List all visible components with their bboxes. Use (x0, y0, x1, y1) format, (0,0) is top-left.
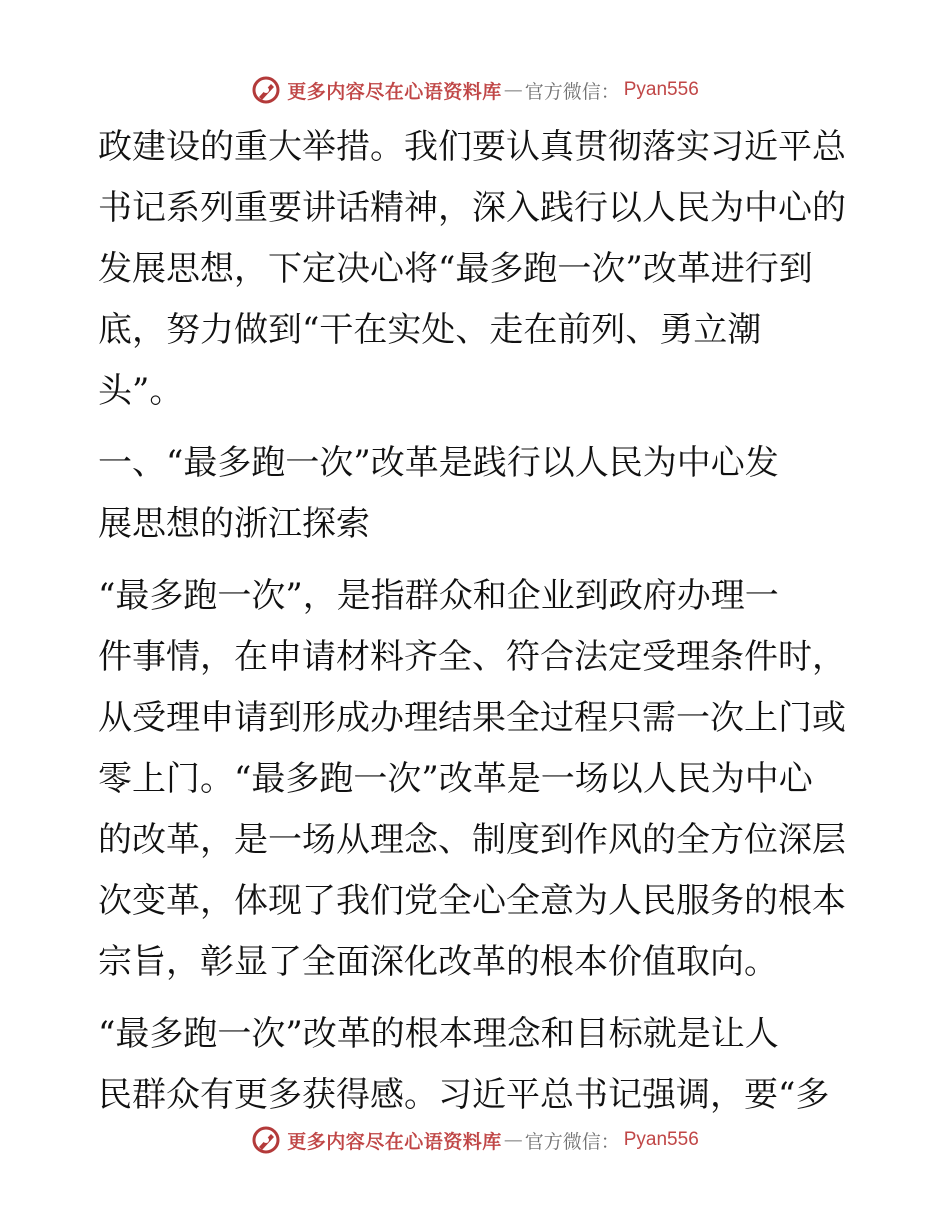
watermark-text: 更多内容尽在心语资料库 (287, 1130, 502, 1153)
text-line: “最多跑一次”，是指群众和企业到政府办理一 (98, 576, 779, 616)
text-line: 零上门。“最多跑一次”改革是一场以人民为中心 (98, 759, 813, 799)
text-line: 发展思想，下定决心将“最多跑一次”改革进行到 (98, 249, 813, 289)
paragraph (98, 1004, 858, 1126)
header-watermark (0, 70, 950, 110)
text-line: 从受理申请到形成办理结果全过程只需一次上门或 (98, 698, 846, 738)
text-line: 头”。 (98, 371, 184, 411)
text-line: 的改革，是一场从理念、制度到作风的全方位深层 (98, 820, 846, 860)
watermark-dash: — (503, 79, 523, 101)
watermark-label: 官方微信： (524, 1130, 620, 1153)
paragraph (98, 117, 858, 422)
document-body (98, 117, 858, 1126)
text-line: 政建设的重大举措。我们要认真贯彻落实习近平总 (98, 127, 846, 167)
heading-line: 一、“最多跑一次”改革是践行以人民为中心发 (98, 443, 779, 483)
text-line: “最多跑一次”改革的根本理念和目标就是让人 (98, 1014, 779, 1054)
watermark-wechat-id: Pyan556 (623, 79, 699, 100)
text-line: 书记系列重要讲话精神，深入践行以人民为中心的 (98, 188, 846, 228)
text-line: 件事情，在申请材料齐全、符合法定受理条件时， (98, 637, 846, 677)
watermark-dash: — (503, 1129, 523, 1151)
pen-logo-icon (251, 1125, 281, 1155)
pen-logo-icon (251, 75, 281, 105)
text-line: 次变革，体现了我们党全心全意为人民服务的根本 (98, 881, 846, 921)
text-line: 宗旨，彰显了全面深化改革的根本价值取向。 (98, 942, 778, 982)
paragraph (98, 566, 858, 993)
text-line: 底，努力做到“干在实处、走在前列、勇立潮 (98, 310, 762, 350)
watermark-label: 官方微信： (524, 80, 620, 103)
watermark-wechat-id: Pyan556 (623, 1129, 699, 1150)
watermark-text: 更多内容尽在心语资料库 (287, 80, 502, 103)
footer-watermark (0, 1120, 950, 1160)
heading-line: 展思想的浙江探索 (98, 504, 370, 544)
text-line: 民群众有更多获得感。习近平总书记强调，要“多 (98, 1075, 830, 1115)
section-heading (98, 433, 858, 555)
